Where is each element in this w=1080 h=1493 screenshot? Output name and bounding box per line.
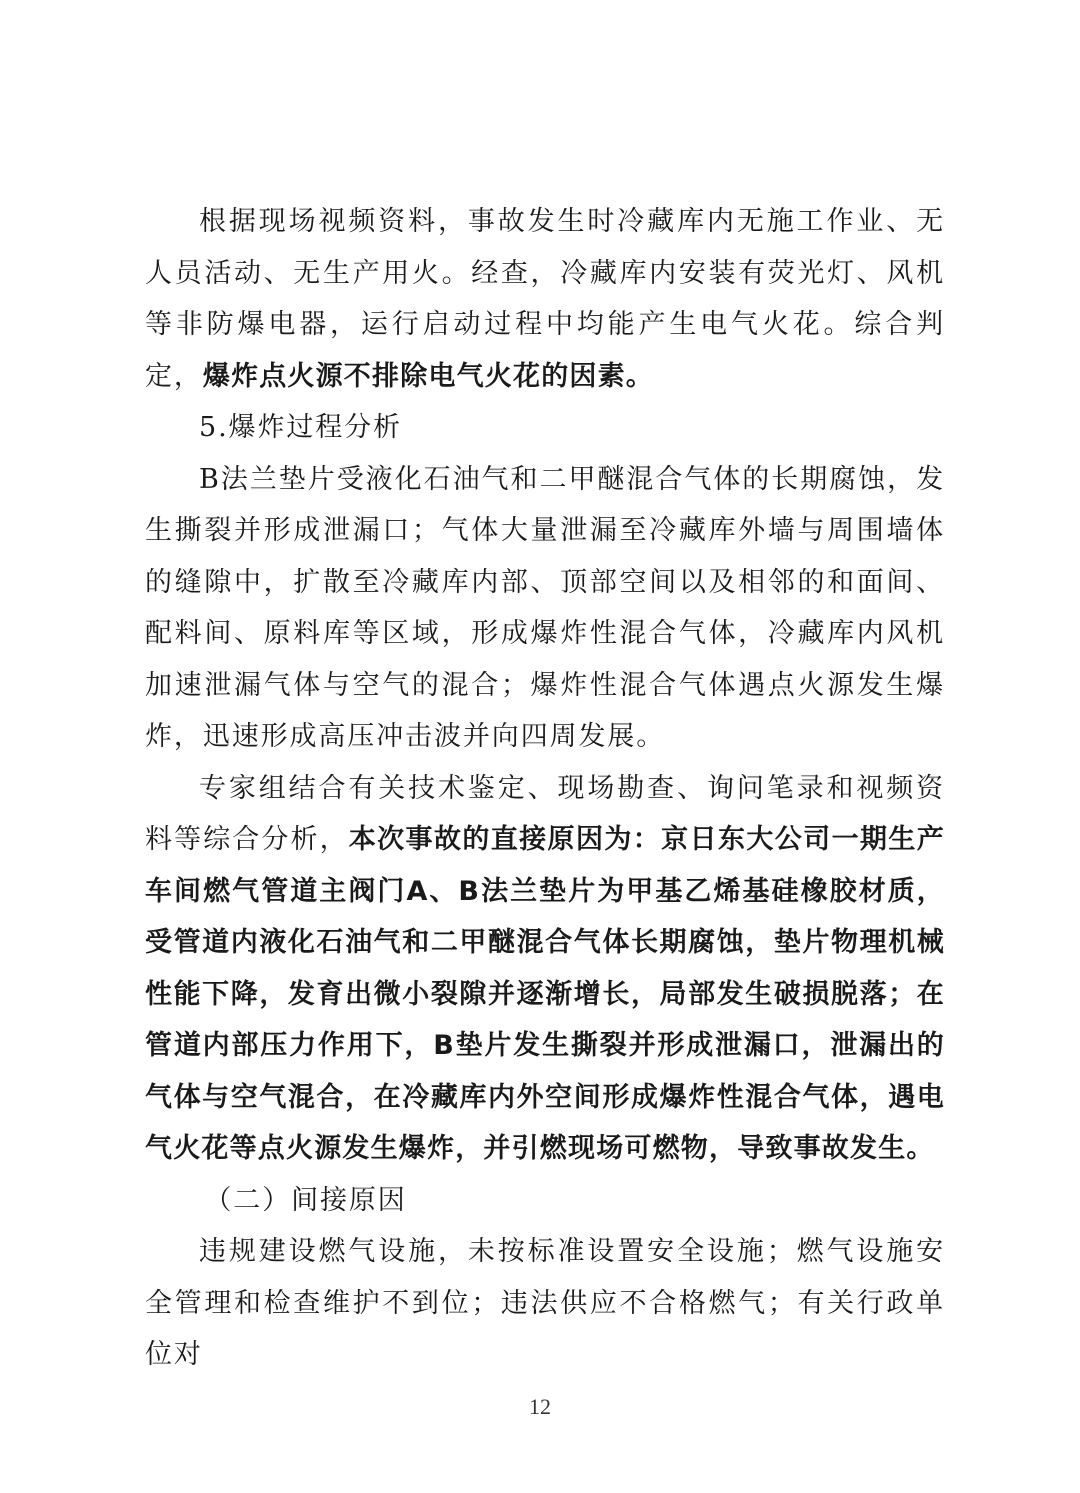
document-body bbox=[145, 196, 945, 1381]
section-heading-explosion-process: 5.爆炸过程分析 bbox=[199, 412, 402, 443]
section-heading-indirect-cause: （二）间接原因 bbox=[204, 1184, 407, 1216]
paragraph-ignition-source bbox=[145, 196, 945, 402]
paragraph-direct-cause bbox=[145, 763, 945, 1175]
bold-direct-cause: 本次事故的直接原因为：京日东大公司一期生产车间燃气管道主阀门A、B法兰垫片为甲基乙烯基硅橡胶材质，受管道内液化石油气和二甲醚混合气体长期腐蚀，垫片物理机械性能下降，发育出微小裂隙并逐渐增长，局部发生破损脱落；在管道内部压力作用下，B垫片发生撕裂并形成泄漏口，泄漏出的气体与空气混合，在冷藏库内外空间形成爆炸性混合气体，遇电气火花等点火源发生爆炸，并引燃现场可燃物，导致事故发生。 bbox=[145, 824, 945, 1164]
paragraph-indirect-cause: 违规建设燃气设施，未按标准设置安全设施；燃气设施安全管理和检查维护不到位；违法供应不合格燃气；有关行政单位对 bbox=[145, 1236, 945, 1370]
paragraph-explosion-process: B法兰垫片受液化石油气和二甲醚混合气体的长期腐蚀，发生撕裂并形成泄漏口；气体大量泄漏至冷藏库外墙与周围墙体的缝隙中，扩散至冷藏库内部、顶部空间以及相邻的和面间、配料间、原料库等区域，形成爆炸性混合气体，冷藏库内风机加速泄漏气体与空气的混合；爆炸性混合气体遇点火源发生爆炸，迅速形成高压冲击波并向四周发展。 bbox=[145, 463, 945, 752]
page-number: 12 bbox=[529, 1394, 551, 1419]
paragraph-text: 专家组结合有关技术鉴定、现场勘查、询问笔录和视频资料等综合分析， bbox=[145, 772, 945, 855]
paragraph-text: 根据现场视频资料，事故发生时冷藏库内无施工作业、无人员活动、无生产用火。经查，冷藏库内安装有荧光灯、风机等非防爆电器，运行启动过程中均能产生电气火花。综合判定， bbox=[145, 206, 945, 392]
bold-conclusion: 爆炸点火源不排除电气火花的因素。 bbox=[202, 360, 655, 392]
